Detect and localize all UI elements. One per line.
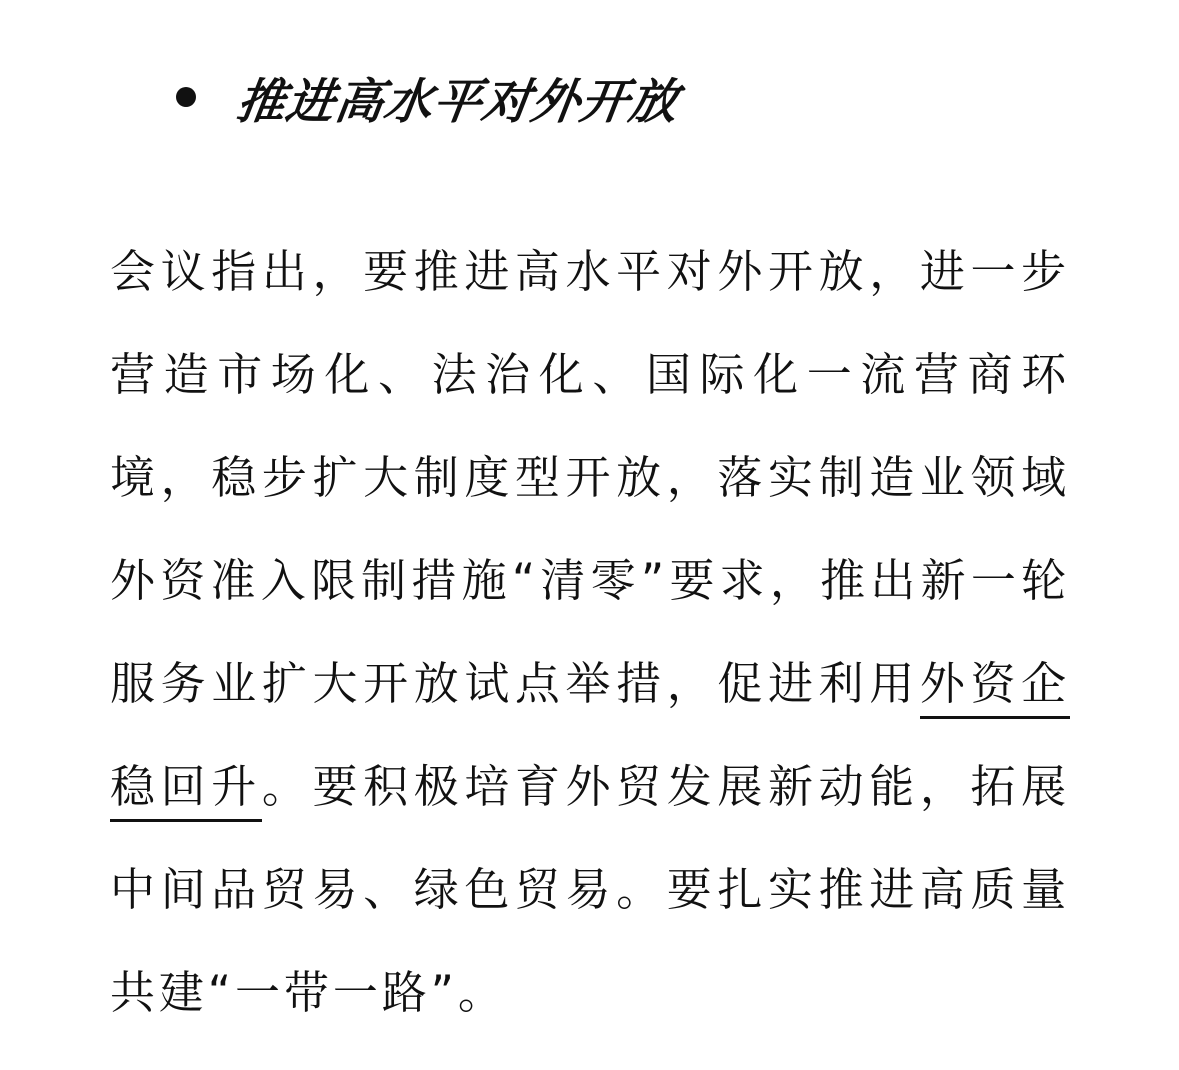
foreign-investment-link[interactable]: 外资企稳回升	[110, 657, 1070, 822]
section-heading	[176, 62, 683, 132]
bullet-icon	[176, 87, 196, 107]
paragraph-text-before-link: 会议指出，要推进高水平对外开放，进一步营造市场化、法治化、国际化一流营商环境，稳步扩大制度型开放，落实制造业领域外资准入限制措施“清零”要求，推出新一轮服务业扩大开放试点举措，促进利用	[110, 245, 1070, 710]
section-title: 推进高水平对外开放	[233, 73, 683, 130]
paragraph-text-after-link: 。要积极培育外贸发展新动能，拓展中间品贸易、绿色贸易。要扎实推进高质量共建“一带一路”。	[110, 760, 1071, 1019]
body-paragraph	[110, 220, 1070, 1044]
